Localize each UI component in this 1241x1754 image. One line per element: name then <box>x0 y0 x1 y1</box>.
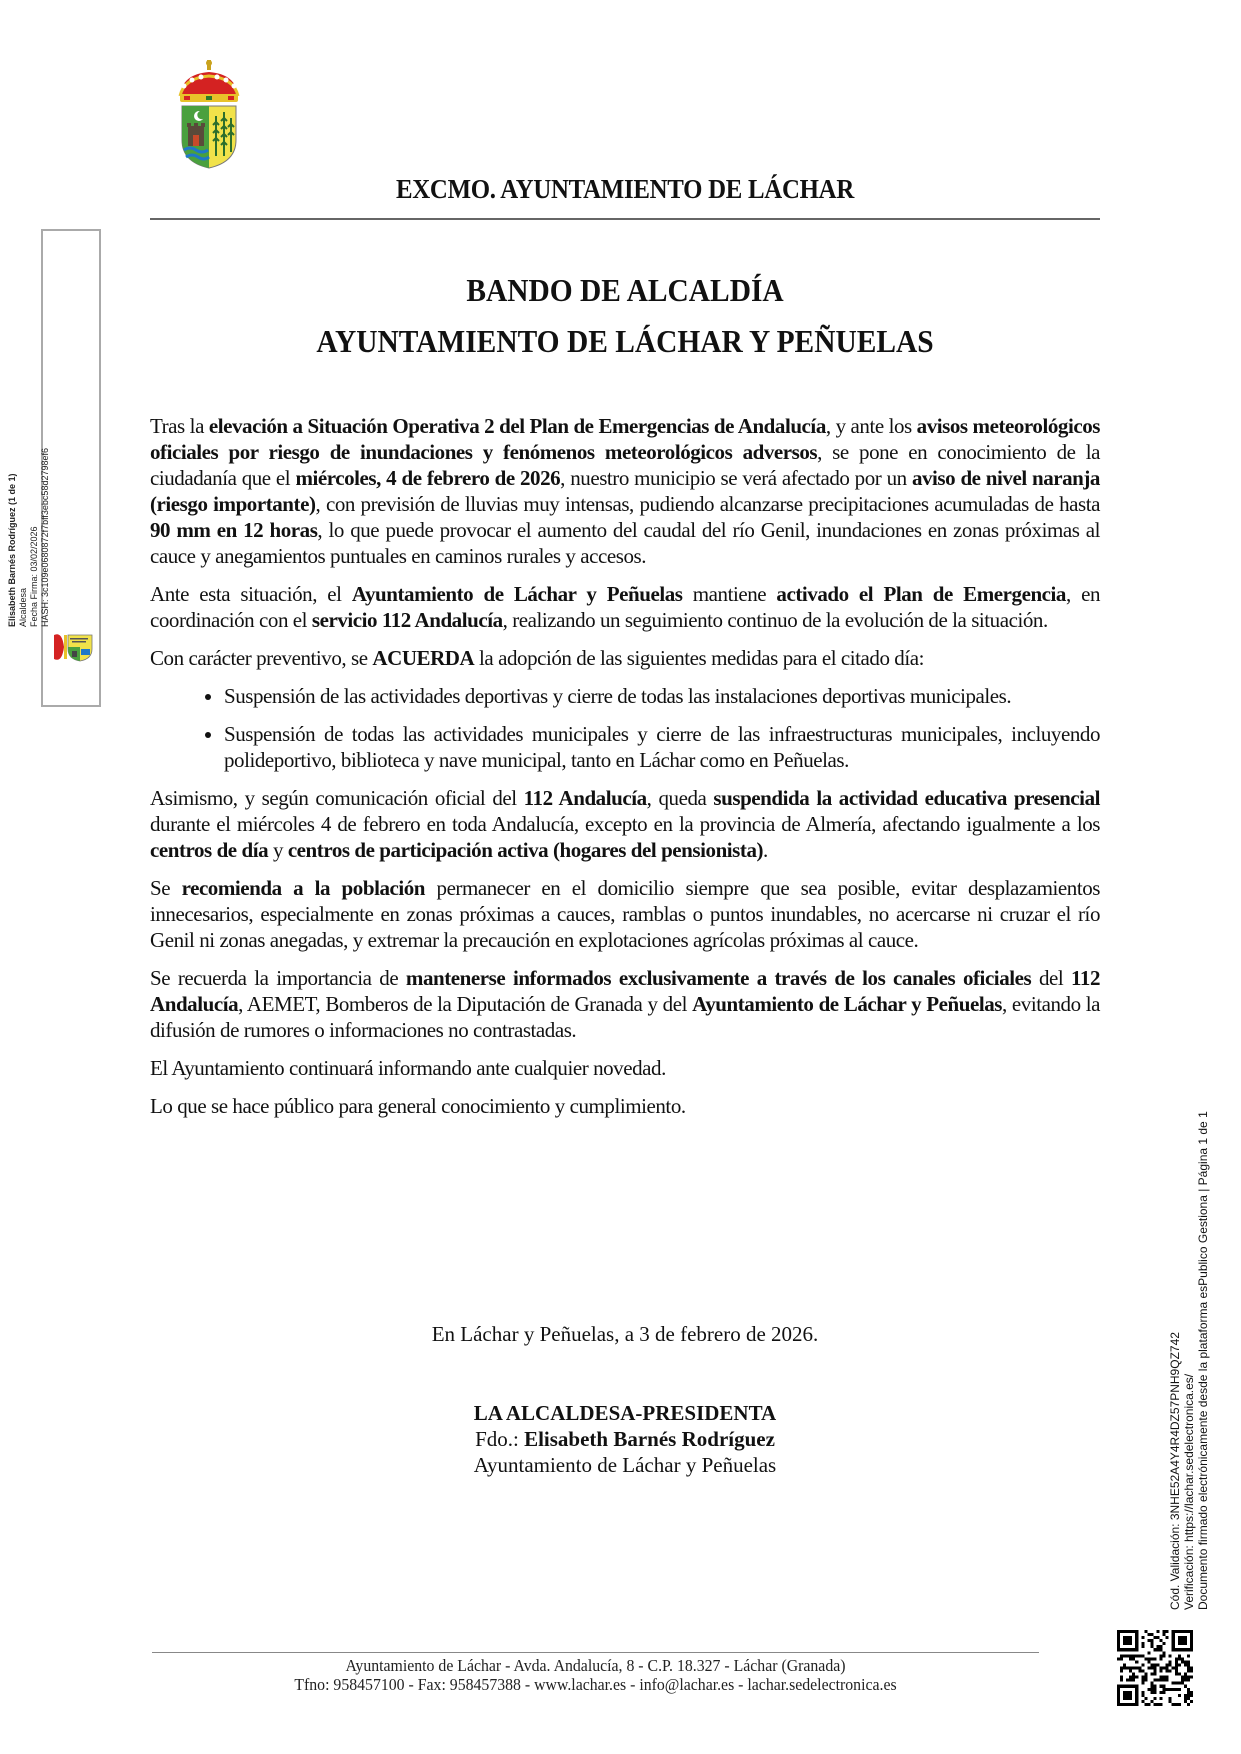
bold-text: elevación a Situación Operativa 2 del Plan de Emergencias de Andalucía <box>208 414 826 438</box>
document-body <box>150 413 1100 1131</box>
text-run: , se pone en conocimiento de la ciudadanía que el <box>150 440 1100 490</box>
document-subtitle: AYUNTAMIENTO DE LÁCHAR Y PEÑUELAS <box>316 323 934 359</box>
footer-divider <box>152 1652 1039 1653</box>
bold-text: centros de participación activa (hogares del pensionista) <box>287 838 764 862</box>
coat-of-arms-icon <box>172 58 246 170</box>
validation-code: Cód. Validación: 3NHE52A4Y4R4DZ57PNH9QZ742 <box>1168 1332 1182 1610</box>
text-run: Ante esta situación, el <box>150 582 352 606</box>
text-run: , nuestro municipio se verá afectado por un <box>560 466 912 490</box>
signer-name: Elisabeth Barnés Rodríguez <box>524 1427 775 1451</box>
paragraph <box>150 413 1100 569</box>
text-run: , AEMET, Bomberos de la Diputación de Granada y del <box>238 992 693 1016</box>
qr-code-icon <box>1117 1630 1193 1706</box>
bold-text: 112 Andalucía <box>150 966 1100 1016</box>
coat-of-arms-small-icon <box>50 629 96 665</box>
signature-stamp: Elisabeth Barnés Rodríguez (1 de 1) Alcaldesa Fecha Firma: 03/02/2026 HASH: 3c109e0680872f7bff3ebc58d2798ef6 <box>41 229 101 707</box>
signed-prefix: Fdo.: <box>475 1427 525 1451</box>
bold-text: centros de día <box>150 838 269 862</box>
paragraph: El Ayuntamiento continuará informando ante cualquier novedad. <box>150 1056 666 1080</box>
bold-text: mantenerse informados exclusivamente a través de los canales oficiales <box>405 966 1032 990</box>
list-item: • Suspensión de las actividades deportivas y cierre de todas las instalaciones deportivas municipales. <box>224 683 1100 709</box>
signer-role: LA ALCALDESA-PRESIDENTA <box>473 1401 777 1425</box>
text-run: , evitando la difusión de rumores o informaciones no contrastadas. <box>150 992 1100 1042</box>
bold-text: 112 Andalucía <box>523 786 647 810</box>
text-run: durante el miércoles 4 de febrero en toda Andalucía, excepto en la provincia de Almería, afectando igualmente a los <box>150 812 1100 836</box>
text-run: , y ante los <box>825 414 917 438</box>
organization-header: EXCMO. AYUNTAMIENTO DE LÁCHAR <box>395 174 855 204</box>
text-run: del <box>1031 966 1071 990</box>
verification-url[interactable]: Verificación: https://lachar.sedelectronica.es/ <box>1182 1373 1196 1610</box>
text-run: , queda <box>646 786 714 810</box>
footer-contact: Tfno: 958457100 - Fax: 958457388 - www.lachar.es - info@lachar.es - lachar.sedelectronica.es <box>294 1675 897 1694</box>
paragraph <box>150 965 1100 1043</box>
signer-line <box>150 1426 1100 1452</box>
text-run: y <box>268 838 288 862</box>
text-run: , con previsión de lluvias muy intensas, pudiendo alcanzarse precipitaciones acumuladas de hasta <box>315 492 1100 516</box>
text-run: la adopción de las siguientes medidas para el citado día: <box>474 646 924 670</box>
bold-text: avisos meteorológicos oficiales por riesgo de inundaciones y fenómenos meteorológicos adversos <box>150 414 1100 464</box>
text-run: Tras la <box>150 414 209 438</box>
bold-text: recomienda a la población <box>181 876 426 900</box>
footer <box>183 1656 1008 1694</box>
text-run: mantiene <box>682 582 777 606</box>
bold-text: aviso de nivel naranja (riesgo importante) <box>150 466 1100 516</box>
bold-text: suspendida la actividad educativa presencial <box>713 786 1100 810</box>
bold-text: Ayuntamiento de Láchar y Peñuelas <box>351 582 683 606</box>
bold-text: ACUERDA <box>372 646 475 670</box>
bold-text: miércoles, 4 de febrero de 2026 <box>295 466 561 490</box>
date-line: En Láchar y Peñuelas, a 3 de febrero de 2026. <box>431 1322 819 1346</box>
header-divider <box>150 218 1100 220</box>
text-run: , en coordinación con el <box>150 582 1100 632</box>
text-run: Con carácter preventivo, se <box>150 646 373 670</box>
list-item: • Suspensión de todas las actividades municipales y cierre de las infraestructuras municipales, incluyendo polideportivo, biblioteca y nave municipal, tanto en Láchar como en Peñuelas. <box>224 721 1100 773</box>
verification-text <box>1168 1111 1210 1610</box>
text-run: Se recuerda la importancia de <box>150 966 406 990</box>
text-run: , lo que puede provocar el aumento del caudal del río Genil, inundaciones en zonas próximas al cauce y anegamientos puntuales en caminos rurales y accesos. <box>150 518 1100 568</box>
platform-note: Documento firmado electrónicamente desde la plataforma esPublico Gestiona | Página 1 de 1 <box>1196 1111 1210 1610</box>
text-run: , realizando un seguimiento continuo de la evolución de la situación. <box>502 608 1048 632</box>
text-run: Se <box>150 876 182 900</box>
text-run: . <box>763 838 768 862</box>
text-run: permanecer en el domicilio siempre que sea posible, evitar desplazamientos innecesarios, especialmente en zonas próximas a cauces, ramblas o puntos inundables, no acercarse ni cruzar el río Genil ni zonas anegadas, y extremar la precaución en explotaciones agrícolas próximas al cauce. <box>150 876 1101 952</box>
bold-text: activado el Plan de Emergencia <box>776 582 1066 606</box>
paragraph: Lo que se hace público para general conocimiento y cumplimiento. <box>150 1094 686 1118</box>
bold-text: servicio 112 Andalucía <box>311 608 503 632</box>
measures-list <box>150 683 1100 773</box>
signer-institution: Ayuntamiento de Láchar y Peñuelas <box>473 1453 777 1477</box>
text-run: Asimismo, y según comunicación oficial del <box>150 786 524 810</box>
paragraph <box>150 645 1100 671</box>
signature-block <box>150 1400 1100 1478</box>
paragraph <box>150 581 1100 633</box>
bold-text: Ayuntamiento de Láchar y Peñuelas <box>692 992 1003 1016</box>
paragraph <box>150 875 1100 953</box>
footer-address: Ayuntamiento de Láchar - Avda. Andalucía, 8 - C.P. 18.327 - Láchar (Granada) <box>345 1656 846 1675</box>
bold-text: 90 mm en 12 horas <box>150 518 318 542</box>
document-title: BANDO DE ALCALDÍA <box>466 272 784 308</box>
paragraph <box>150 785 1100 863</box>
